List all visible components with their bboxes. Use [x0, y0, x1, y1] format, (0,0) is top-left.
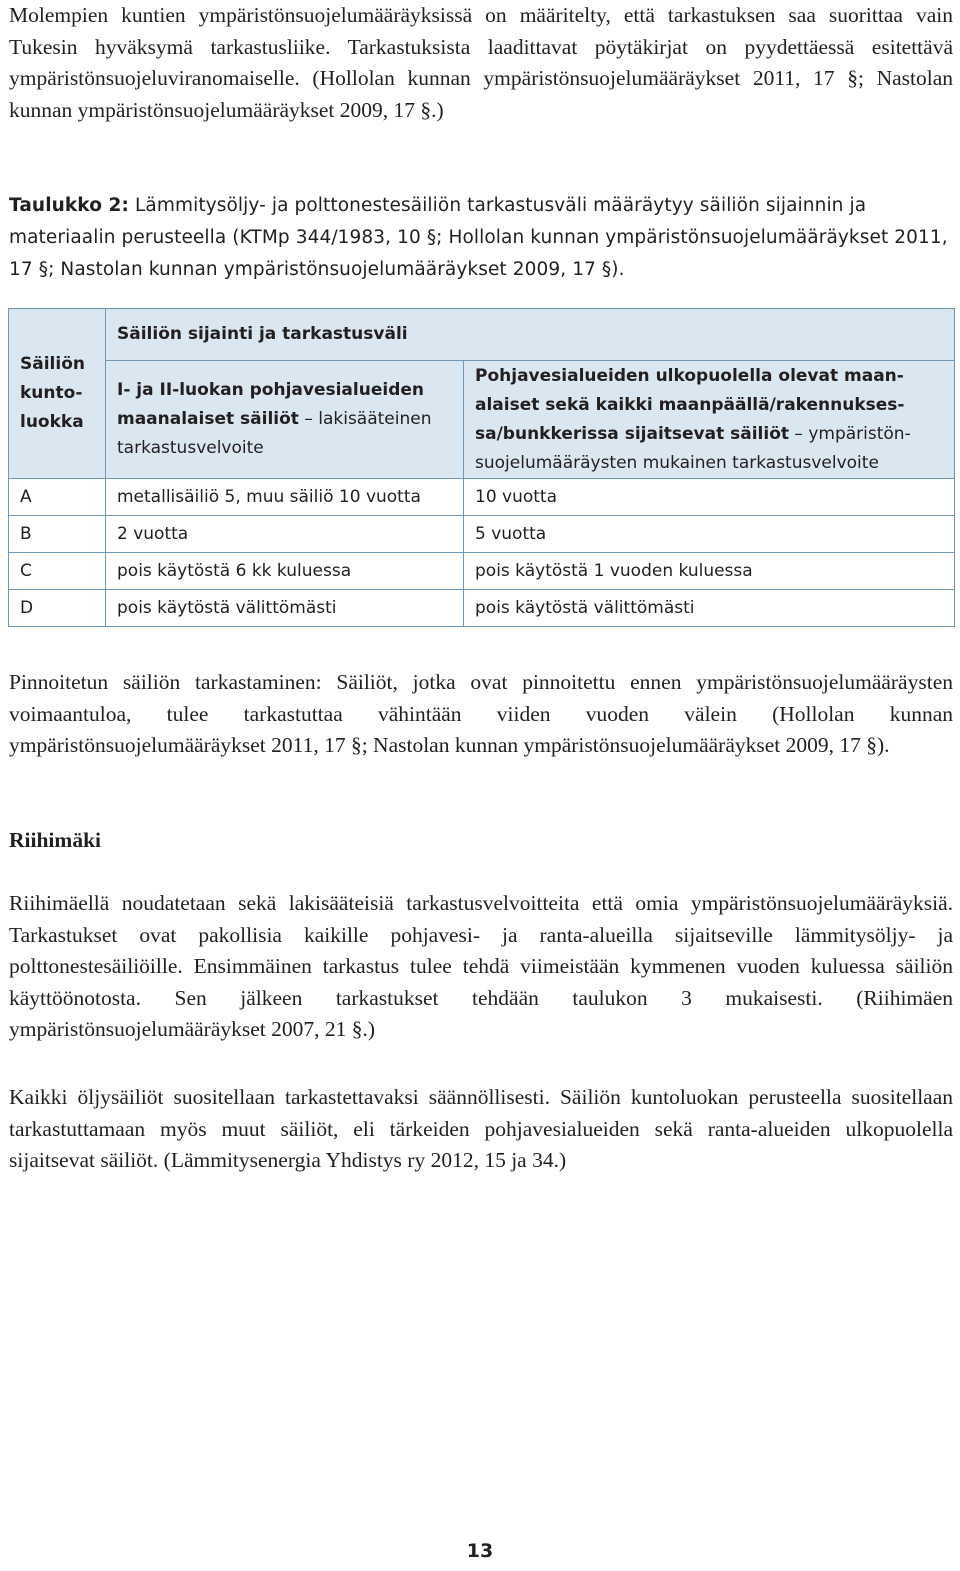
groundwater-interval-cell: pois käytöstä 6 kk kuluessa	[106, 553, 464, 590]
condition-class-cell: B	[9, 516, 106, 553]
section-heading-riihimaki: Riihimäki	[9, 828, 101, 852]
table-caption	[9, 190, 953, 286]
inspection-interval-table	[8, 308, 955, 627]
table-row	[9, 553, 955, 590]
table-row	[9, 516, 955, 553]
other-tanks-column-header	[464, 361, 955, 479]
location-header: Säiliön sijainti ja tarkastusväli	[106, 309, 955, 361]
groundwater-interval-cell: metallisäiliö 5, muu säiliö 10 vuotta	[106, 479, 464, 516]
other-tanks-column-note: – ympäristön-suojelumääräysten mukainen tarkastusvelvoite	[475, 423, 911, 473]
groundwater-interval-cell: 2 vuotta	[106, 516, 464, 553]
table-subheader-row	[9, 361, 955, 479]
groundwater-column-header	[106, 361, 464, 479]
recommendation-paragraph: Kaikki öljysäiliöt suositellaan tarkastettavaksi säännöllisesti. Säiliön kuntoluokan perusteella suositellaan tarkastuttamaan myös muut säiliöt, eli tärkeiden pohjavesialueiden sekä ranta-alueiden ulkopuolella sijaitsevat säiliöt. (Lämmitysenergia Yhdistys ry 2012, 15 ja 34.)	[9, 1085, 953, 1172]
condition-class-cell: A	[9, 479, 106, 516]
table-header-row	[9, 309, 955, 361]
groundwater-column-note: – lakisääteinen tarkastusvelvoite	[117, 409, 432, 458]
other-tanks-column-title: Pohjavesialueiden ulkopuolella olevat maan-alaiset sekä kaikki maanpäällä/rakennukses-sa/bunkkerissa sijaitsevat säiliöt	[475, 365, 905, 444]
intro-paragraph: Molempien kuntien ympäristönsuojelumääräyksissä on määritelty, että tarkastuksen saa suorittaa vain Tukesin hyväksymä tarkastusliike. Tarkastuksista laadittavat pöytäkirjat on pyydettäessä esitettävä ympäristönsuojeluviranomaiselle. (Hollolan kunnan ympäristönsuojelumääräykset 2011, 17 §; Nastolan kunnan ympäristönsuojelumääräykset 2009, 17 §.)	[9, 3, 953, 122]
table-row	[9, 590, 955, 627]
table-caption-label: Taulukko 2:	[9, 195, 130, 216]
table-row	[9, 479, 955, 516]
other-interval-cell: 10 vuotta	[464, 479, 955, 516]
condition-class-cell: D	[9, 590, 106, 627]
coated-tank-paragraph: Pinnoitetun säiliön tarkastaminen: Säiliöt, jotka ovat pinnoitettu ennen ympäristönsuojelumääräysten voimaantuloa, tulee tarkastuttaa vähintään viiden vuoden välein (Hollolan kunnan ympäristönsuojelumääräykset 2011, 17 §; Nastolan kunnan ympäristönsuojelumääräykset 2009, 17 §).	[9, 670, 953, 757]
other-interval-cell: pois käytöstä välittömästi	[464, 590, 955, 627]
groundwater-column-title: I- ja II-luokan pohjavesialueiden maanalaiset säiliöt	[117, 380, 424, 429]
table-caption-text: Lämmitysöljy- ja polttonestesäiliön tarkastusväli määräytyy säiliön sijainnin ja materiaalin perusteella (KTMp 344/1983, 10 §; Hollolan kunnan ympäristönsuojelumääräykset 2011, 17 §; Nastolan kunnan ympäristönsuojelumääräykset 2009, 17 §).	[9, 195, 948, 280]
riihimaki-paragraph: Riihimäellä noudatetaan sekä lakisääteisiä tarkastusvelvoitteita että omia ympäristönsuojelumääräyksiä. Tarkastukset ovat pakollisia kaikille pohjavesi- ja ranta-alueilla sijaitseville lämmitysöljy- ja polttonestesäiliöille. Ensimmäinen tarkastus tulee tehdä viimeistään kymmenen vuoden kuluessa säiliön käyttöönotosta. Sen jälkeen tarkastukset tehdään taulukon 3 mukaisesti. (Riihimäen ympäristönsuojelumääräykset 2007, 21 §.)	[9, 891, 953, 1041]
page-number: 13	[466, 1540, 494, 1562]
other-interval-cell: 5 vuotta	[464, 516, 955, 553]
condition-class-header: Säiliön kunto-luokka	[9, 309, 106, 479]
condition-class-cell: C	[9, 553, 106, 590]
groundwater-interval-cell: pois käytöstä välittömästi	[106, 590, 464, 627]
other-interval-cell: pois käytöstä 1 vuoden kuluessa	[464, 553, 955, 590]
